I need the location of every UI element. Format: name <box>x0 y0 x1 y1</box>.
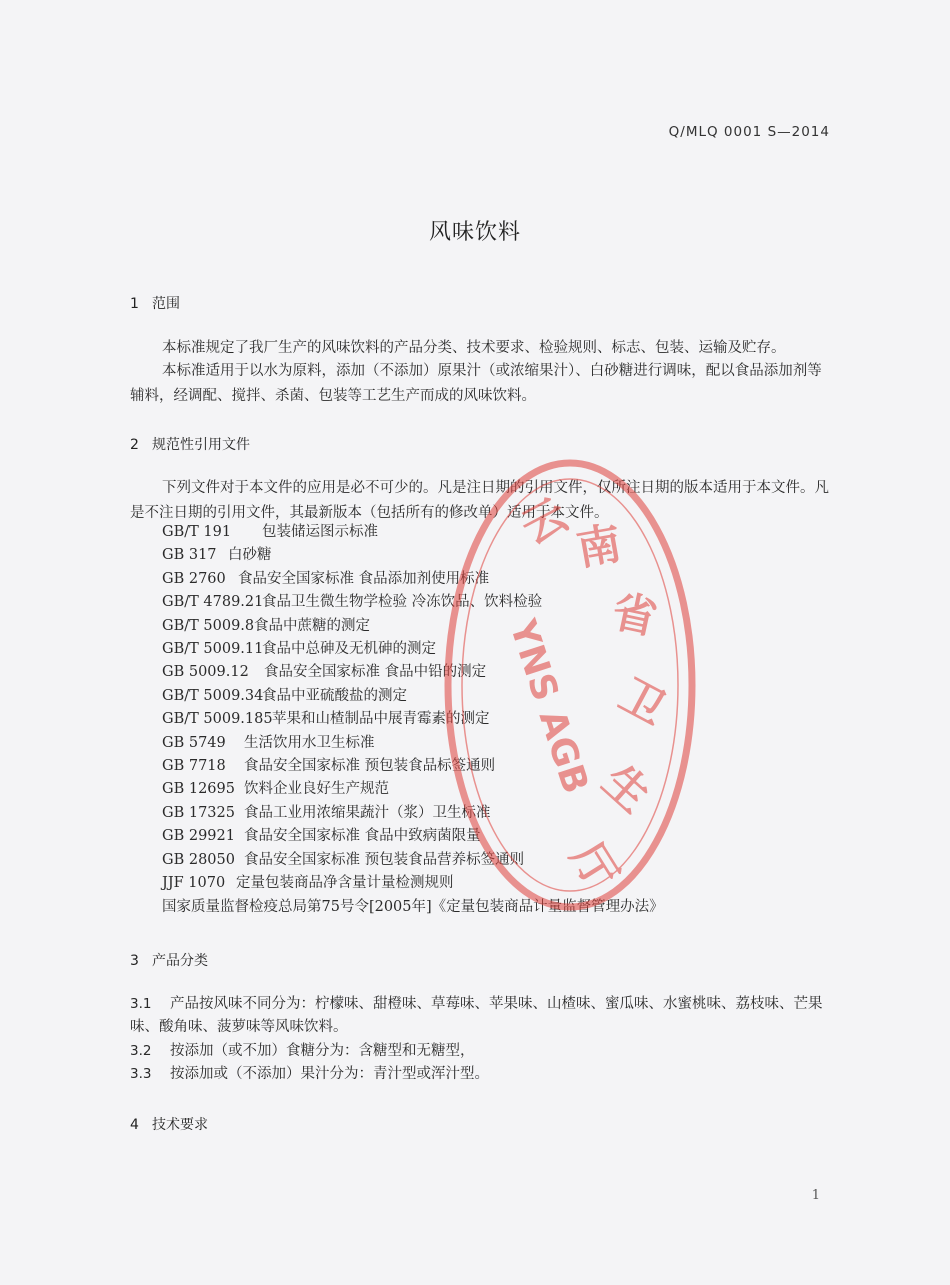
svg-text:卫: 卫 <box>610 669 674 736</box>
reference-item <box>162 661 664 684</box>
section-title: 范围 <box>152 296 180 312</box>
page-number: 1 <box>811 1188 820 1203</box>
svg-text:厅: 厅 <box>560 833 628 899</box>
section-2-paragraph-1: 下列文件对于本文件的应用是必不可少的。凡是注日期的引用文件，仅所注日期的版本适用于本文件。凡是不注日期的引用文件，其最新版本（包括所有的修改单）适用于本文件。 <box>130 480 829 521</box>
reference-name: 食品安全国家标准 预包装食品营养标签通则 <box>244 851 525 868</box>
reference-item <box>162 825 664 848</box>
reference-item <box>162 778 664 801</box>
section-1-paragraph-1: 本标准规定了我厂生产的风味饮料的产品分类、技术要求、检验规则、标志、包装、运输及贮存。 <box>162 340 786 356</box>
clause-number: 3.2 <box>130 1043 152 1059</box>
reference-code: GB/T 191 <box>162 524 232 540</box>
reference-name: 食品中总砷及无机砷的测定 <box>262 641 436 658</box>
reference-name: 生活饮用水卫生标准 <box>244 734 375 751</box>
clause-number: 3.1 <box>130 996 152 1012</box>
section-number: 3 <box>130 953 139 969</box>
reference-item <box>162 638 664 661</box>
clause-text: 按添加或（不添加）果汁分为：青汁型或浑汁型。 <box>170 1066 489 1082</box>
reference-decree: 国家质量监督检疫总局第75号令[2005年]《定量包装商品计量监督管理办法》 <box>162 898 664 915</box>
reference-name: 食品安全国家标准 食品中致病菌限量 <box>244 828 481 845</box>
svg-text:省: 省 <box>607 585 662 645</box>
reference-item <box>162 849 664 872</box>
reference-code: GB 2760 <box>162 570 226 587</box>
section-1-paragraph-2: 本标准适用于以水为原料，添加（不添加）原果汁（或浓缩果汁）、白砂糖进行调味，配以食品添加剂等辅料，经调配、搅拌、杀菌、包装等工艺生产而成的风味饮料。 <box>130 363 822 404</box>
reference-name: 定量包装商品净含量计量检测规则 <box>236 875 454 892</box>
reference-item <box>162 615 664 638</box>
reference-code: GB/T 5009.34 <box>162 687 264 704</box>
reference-code: GB/T 4789.21 <box>162 594 264 611</box>
clause-text: 按添加（或不加）食糖分为：含糖型和无糖型， <box>170 1043 475 1059</box>
section-3-heading <box>130 950 208 970</box>
reference-list <box>162 521 664 919</box>
reference-name: 食品卫生微生物学检验 冷冻饮品、饮料检验 <box>262 594 543 611</box>
reference-code: GB/T 5009.11 <box>162 641 264 658</box>
reference-item <box>162 521 664 544</box>
reference-code: JJF 1070 <box>162 875 226 892</box>
reference-name: 包装储运图示标准 <box>262 524 378 540</box>
clause-number: 3.3 <box>130 1066 152 1082</box>
reference-name: 白砂糖 <box>228 547 272 564</box>
reference-item <box>162 732 664 755</box>
reference-code: GB 12695 <box>162 781 235 798</box>
svg-text:YNS AGB: YNS AGB <box>501 615 596 799</box>
reference-name: 苹果和山楂制品中展青霉素的测定 <box>272 711 490 728</box>
reference-code: GB 29921 <box>162 828 235 845</box>
section-4-heading <box>130 1114 208 1134</box>
clause-3-3 <box>130 1063 840 1086</box>
svg-text:南: 南 <box>573 517 626 576</box>
clause-text: 产品按风味不同分为：柠檬味、甜橙味、草莓味、苹果味、山楂味、蜜瓜味、水蜜桃味、荔枝味、芒果味、酸角味、菠萝味等风味饮料。 <box>130 996 823 1035</box>
clause-3-2 <box>130 1040 840 1063</box>
section-1-heading <box>130 293 180 313</box>
reference-name: 食品安全国家标准 食品中铅的测定 <box>264 664 487 681</box>
reference-name: 食品工业用浓缩果蔬汁（浆）卫生标准 <box>244 804 491 821</box>
section-number: 2 <box>130 437 139 453</box>
reference-item <box>162 591 664 614</box>
reference-name: 食品安全国家标准 食品添加剂使用标准 <box>238 570 490 587</box>
reference-code: GB/T 5009.185 <box>162 711 273 728</box>
reference-code: GB 5749 <box>162 734 226 751</box>
svg-text:云: 云 <box>513 489 577 555</box>
section-title: 技术要求 <box>152 1117 208 1133</box>
svg-text:生: 生 <box>592 755 660 823</box>
reference-code: GB 7718 <box>162 758 226 775</box>
document-code: Q/MLQ 0001 S—2014 <box>668 124 830 140</box>
reference-item <box>162 544 664 567</box>
document-title: 风味饮料 <box>428 220 521 245</box>
reference-item <box>162 802 664 825</box>
reference-code: GB 317 <box>162 547 217 564</box>
section-number: 4 <box>130 1117 139 1133</box>
reference-code: GB 28050 <box>162 851 235 868</box>
section-2-heading <box>130 434 250 454</box>
reference-name: 食品中亚硫酸盐的测定 <box>262 687 407 704</box>
reference-item <box>162 872 664 895</box>
reference-code: GB 17325 <box>162 804 235 821</box>
section-title: 规范性引用文件 <box>152 437 250 453</box>
section-title: 产品分类 <box>152 953 208 969</box>
section-number: 1 <box>130 296 139 312</box>
reference-name: 食品安全国家标准 预包装食品标签通则 <box>244 758 496 775</box>
reference-item <box>162 708 664 731</box>
reference-item <box>162 685 664 708</box>
reference-item <box>162 755 664 778</box>
reference-item <box>162 568 664 591</box>
clause-3-1 <box>130 993 840 1039</box>
reference-code: GB/T 5009.8 <box>162 617 255 634</box>
reference-name: 饮料企业良好生产规范 <box>244 781 389 798</box>
reference-name: 食品中蔗糖的测定 <box>254 617 370 634</box>
reference-code: GB 5009.12 <box>162 664 249 681</box>
